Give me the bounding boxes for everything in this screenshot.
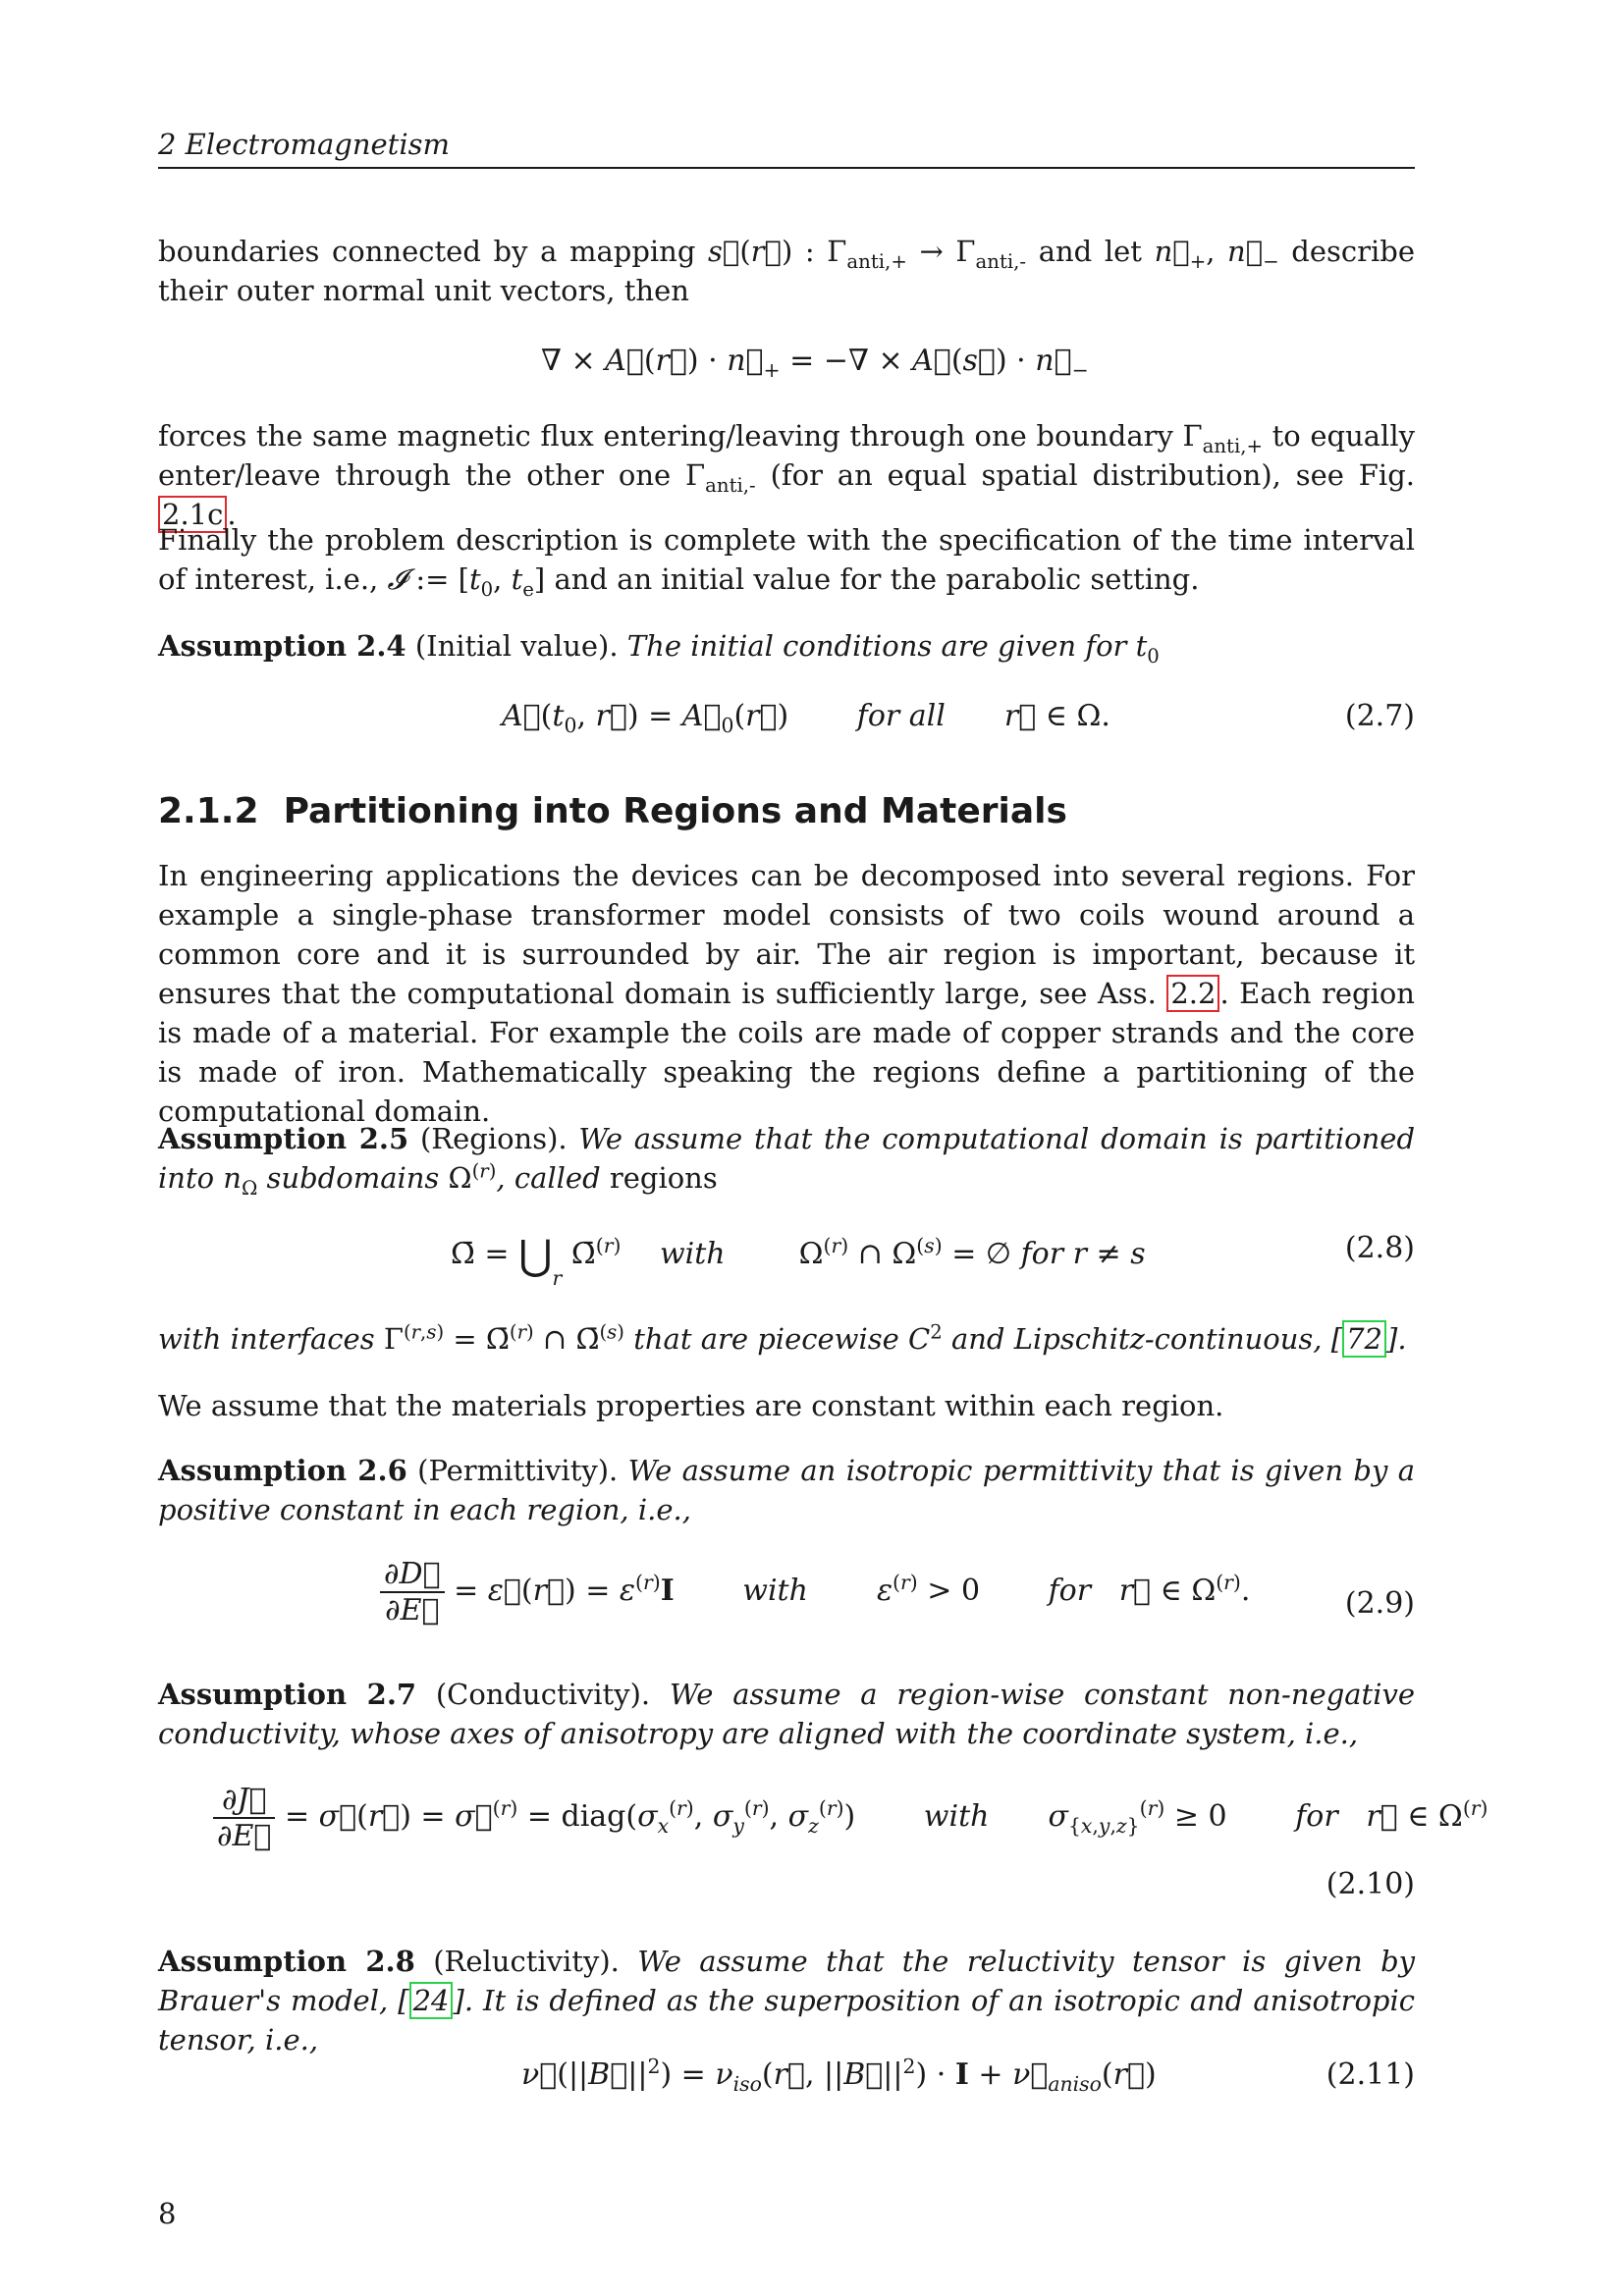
assumption-text: , called (496, 1161, 601, 1195)
text: and Lipschitz-continuous, (950, 1322, 1323, 1356)
assumption-2-5: Assumption 2.5 (Regions). We assume that the computational domain is partitioned into $n_\Omega$ subdomains $\Omega^{(r)}$, called regions (158, 1122, 1416, 1200)
equation-text: for (1295, 1799, 1338, 1834)
text: and let (1026, 235, 1155, 268)
assumption-label: Assumption 2.4 (158, 629, 406, 663)
assumption-name: (Initial value). (414, 629, 619, 663)
assumption-text: We assume that the reluctivity tensor is given by Brauer's model, (158, 1945, 1416, 2017)
text: In engineering applications the devices can be decomposed into several regions. For example a single-phase transformer model consists of two coils wound around a common core and it is surrounded by air. The air region is important, because it ensures that the computational domain is sufficiently large, see Ass. (158, 859, 1415, 1010)
assumption-name: (Permittivity). (417, 1454, 619, 1487)
equation-text: for (1048, 1574, 1092, 1608)
equation-number: (2.11) (1325, 2057, 1415, 2092)
assumption-text: We assume that the computational domain is partitioned into (158, 1122, 1416, 1195)
text: describe their outer normal unit vectors, then (158, 235, 1415, 307)
equation-2-8: Ω̄ = $⋃_r$ Ω̄$^{(r)}$ with $\Omega^{(r)}$ ∩ $\Omega^{(s)}$ = ∅ for r ≠ s (2.8) (451, 1231, 1415, 1290)
text: . (227, 498, 237, 531)
text: Finally the problem description is complete with the specification of the time interval of interest, i.e., (158, 523, 1415, 596)
assumption-2-4: Assumption 2.4 (Initial value). The initial conditions are given for $t_0$ (158, 629, 1160, 667)
equation-number: (2.7) (1344, 699, 1415, 733)
citation-link[interactable]: 24 (409, 1982, 454, 2019)
paragraph-regions (158, 856, 1415, 1131)
assumption-label: Assumption 2.6 (158, 1454, 407, 1487)
text: with interfaces (158, 1322, 375, 1356)
assumption-name: (Reluctivity). (433, 1945, 620, 1978)
paragraph-flux: forces the same magnetic flux entering/leaving through one boundary $\Gamma_{anti,+}$ to equally enter/leave through the other one $\Gamma_{anti,-}$ (for an equal spatial distribution), see Fig. 2.1c . (158, 419, 1415, 531)
equation-2-11: $\nu⃗(||B⃗||^2)$ = $\nu_{iso}(r⃗$, $||B⃗||^2) \cdot I$ + $\nu⃗_{aniso}(r⃗)$ (2.11) (521, 2055, 1415, 2096)
text: and an initial value for the parabolic setting. (545, 562, 1200, 596)
equation-number: (2.9) (1344, 1586, 1415, 1621)
text: boundaries connected by a mapping (158, 235, 709, 268)
text: . Each region is made of a material. For example the coils are made of copper strands and the core is made of iron. Mathematically speaking the regions define a partitioning of the computational domain. (158, 977, 1415, 1128)
assumption-name: (Conductivity). (435, 1678, 651, 1711)
assumption-text: The initial conditions are given for t (626, 629, 1148, 663)
equation-number: (2.8) (1344, 1231, 1415, 1265)
running-head: 2 Electromagnetism (158, 128, 1415, 169)
assumption-text: subdomains (266, 1161, 440, 1195)
section-title: Partitioning into Regions and Materials (283, 791, 1067, 831)
text: forces the same magnetic flux entering/leaving through one boundary (158, 419, 1183, 453)
assumption-ref-link[interactable]: 2.2 (1166, 975, 1219, 1012)
page-number: 8 (158, 2197, 177, 2230)
assumption-text: regions (609, 1161, 718, 1195)
assumption-2-6 (158, 1451, 1415, 1529)
assumption-2-8: Assumption 2.8 (Reluctivity). We assume that the reluctivity tensor is given by Brauer's model, [ 24 ]. It is defined as the superposition of an isotropic and anisotropic tensor, i.e., (158, 1945, 1416, 2056)
assumption-text: We assume a region-wise constant non-negative conductivity, whose axes of anisotropy are aligned with the coordinate system, i.e., (158, 1678, 1416, 1750)
assumption-label: Assumption 2.8 (158, 1945, 415, 1978)
section-number: 2.1.2 (158, 791, 259, 831)
section-heading (158, 791, 1067, 831)
equation-2-9: $\frac{\partial D⃗}{\partial E⃗}$ = ε⃗(r⃗) = $\varepsilon^{(r)}I$ with $\varepsilon^{(r)} > 0$ for r⃗ ∈ $\Omega^{(r)}$. (2.9) (158, 1557, 1415, 1655)
equation-text: for (1020, 1237, 1064, 1271)
assumption-2-5-interfaces: with interfaces Γ$^{(r,s)}$ = Ω̄$^{(r)}$ ∩ Ω̄$^{(s)}$ that are piecewise $C^2$ and Lipschitz-continuous, [ 72 ]. (158, 1320, 1407, 1356)
text: that are piecewise (633, 1322, 899, 1356)
citation-link[interactable]: 72 (1342, 1320, 1386, 1358)
assumption-text: . It is defined as the superposition of an isotropic and anisotropic tensor, i.e., (158, 1984, 1416, 2056)
text: (for an equal spatial distribution), see Fig. (755, 458, 1415, 492)
assumption-name: (Regions). (419, 1122, 568, 1155)
paragraph-constant-materials: We assume that the materials properties are constant within each region. (158, 1389, 1224, 1422)
text: . (1397, 1322, 1407, 1356)
paragraph-boundary-mapping: boundaries connected by a mapping s⃗(r⃗) : $\Gamma_{anti,+} \to \Gamma_{anti,-}$ and let $n⃗_+$, $n⃗_-$ describe their outer normal unit vectors, then (158, 235, 1415, 307)
equation-text: for all (856, 699, 946, 733)
assumption-label: Assumption 2.5 (158, 1122, 409, 1155)
equation-text: with (659, 1237, 726, 1271)
equation-2-7: $A⃗(t_0$, r⃗) = $A⃗_0(r⃗)$ for all r⃗ ∈ Ω. (2.7) (502, 699, 1415, 737)
equation-flux-balance: ∇ × A⃗(r⃗) · $n⃗_+$ = −∇ × A⃗(s⃗) · $n⃗_-$ (541, 344, 1089, 382)
figure-ref-link[interactable]: 2.1c (158, 496, 227, 533)
equation-2-10: $\frac{\partial J⃗}{\partial E⃗}$ = σ⃗(r⃗) = σ⃗$^{(r)}$ = $diag(\sigma_x^{(r)}$, $\sigma_y^{(r)}$, $\sigma_z^{(r)}$) with $\sigma_{\{x,y,z\}}^{(r)} \ge 0$ for r⃗ ∈ $\Omega^{(r)}$ (2.10) (158, 1783, 1415, 1916)
assumption-label: Assumption 2.7 (158, 1678, 417, 1711)
equation-text: with (923, 1799, 990, 1834)
equation-number: (2.10) (1325, 1867, 1415, 1901)
equation-text: with (742, 1574, 808, 1608)
paragraph-time-interval: Finally the problem description is complete with the specification of the time interval of interest, i.e., 𝓘 := [$t_0$, $t_e$] and an initial value for the parabolic setting. (158, 523, 1415, 601)
assumption-2-7 (158, 1675, 1415, 1753)
assumption-text: We assume an isotropic permittivity that is given by a positive constant in each region, i.e., (158, 1454, 1415, 1526)
text: to equally enter/leave through the other one (158, 419, 1415, 492)
